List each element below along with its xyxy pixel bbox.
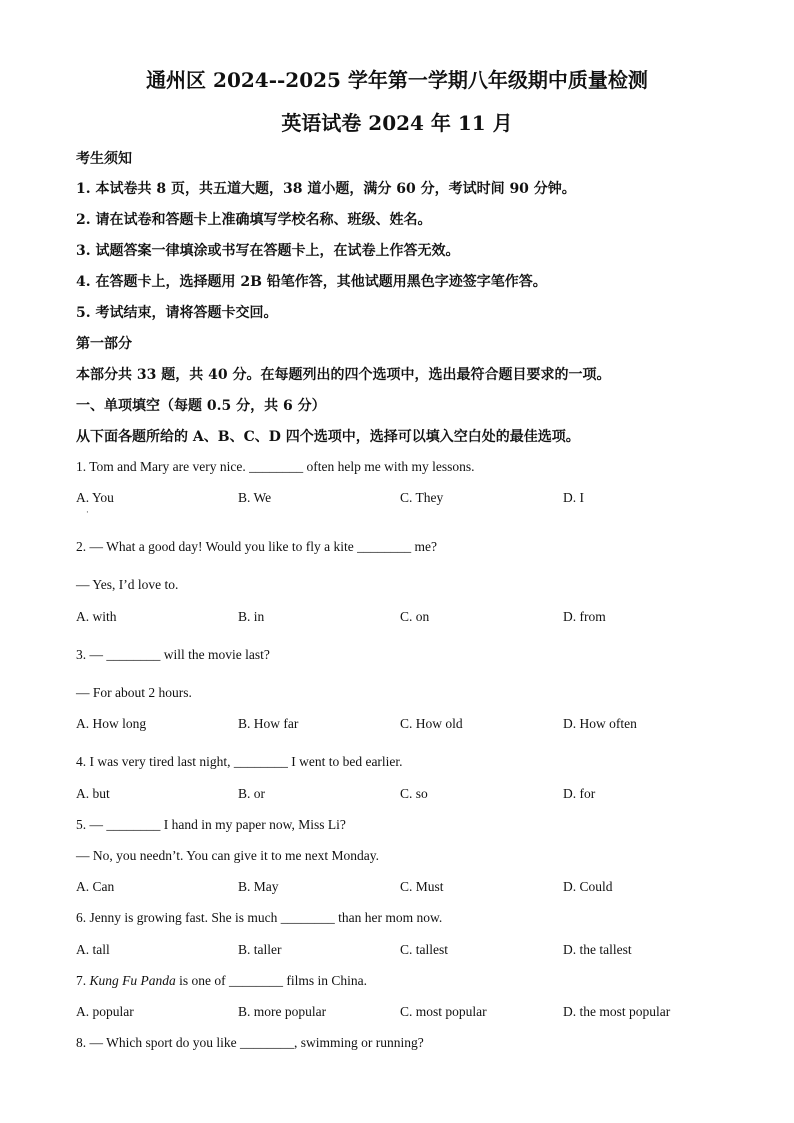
option-d: D. How often — [563, 716, 637, 731]
notice-item-1: 1. 本试卷共 8 页，共五道大题，38 道小题，满分 60 分，考试时间 90 分钟。 — [76, 181, 576, 197]
question-3-stem: 3. — ________ will the movie last? — [76, 647, 270, 662]
option-d: D. for — [563, 786, 596, 801]
option-b: B. more popular — [238, 1004, 327, 1019]
question-1-stem: 1. Tom and Mary are very nice. ________ often help me with my lessons. — [76, 459, 475, 474]
option-a: A. How long — [76, 716, 147, 731]
question-2-options — [76, 609, 736, 627]
option-a: A. You — [76, 490, 114, 505]
section-instruction: 从下面各题所给的 A、B、C、D 四个选项中，选择可以填入空白处的最佳选项。 — [76, 429, 580, 445]
question-5-options — [76, 879, 736, 897]
option-c: C. so — [400, 786, 428, 801]
question-7-number: 7. — [76, 973, 90, 988]
question-4-stem: 4. I was very tired last night, ________ I went to bed earlier. — [76, 754, 403, 769]
option-a: A. with — [76, 609, 117, 624]
section-title: 一、单项填空（每题 0.5 分，共 6 分） — [76, 398, 326, 414]
option-b: B. May — [238, 879, 279, 894]
option-b: B. or — [238, 786, 265, 801]
option-c: C. They — [400, 490, 444, 505]
notice-item-5: 5. 考试结束，请将答题卡交回。 — [76, 305, 278, 321]
notice-item-4: 4. 在答题卡上，选择题用 2B 铅笔作答，其他试题用黑色字迹签字笔作答。 — [76, 274, 547, 290]
question-6-stem: 6. Jenny is growing fast. She is much ________ than her mom now. — [76, 910, 443, 925]
option-d: D. the tallest — [563, 942, 632, 957]
option-c: C. tallest — [400, 942, 448, 957]
option-c: C. most popular — [400, 1004, 487, 1019]
exam-title-line2: 英语试卷 2024 年 11 月 — [281, 111, 513, 135]
option-b: B. taller — [238, 942, 282, 957]
option-a: A. tall — [76, 942, 110, 957]
question-6-options — [76, 942, 736, 960]
question-1-options — [76, 490, 736, 508]
question-2-stem: 2. — What a good day! Would you like to fly a kite ________ me? — [76, 539, 437, 554]
option-d: D. I — [563, 490, 584, 505]
option-d: D. the most popular — [563, 1004, 671, 1019]
option-a: A. but — [76, 786, 110, 801]
question-7-stem — [76, 973, 367, 989]
question-5-stem: 5. — ________ I hand in my paper now, Miss Li? — [76, 817, 346, 832]
notice-item-3: 3. 试题答案一律填涂或书写在答题卡上，在试卷上作答无效。 — [76, 243, 460, 259]
option-d: D. from — [563, 609, 606, 624]
question-4-options — [76, 786, 736, 804]
exam-title-line1: 通州区 2024--2025 学年第一学期八年级期中质量检测 — [146, 68, 648, 92]
film-title: Kung Fu Panda — [89, 973, 176, 988]
option-a: A. popular — [76, 1004, 134, 1019]
option-b: B. in — [238, 609, 265, 624]
option-b: B. How far — [238, 716, 299, 731]
stray-dot: · — [86, 508, 89, 518]
option-c: C. on — [400, 609, 430, 624]
option-b: B. We — [238, 490, 272, 505]
question-3-options — [76, 716, 736, 734]
option-c: C. How old — [400, 716, 463, 731]
notice-heading: 考生须知 — [76, 151, 132, 167]
part-description: 本部分共 33 题，共 40 分。在每题列出的四个选项中，选出最符合题目要求的一项。 — [76, 367, 611, 383]
question-7-rest: is one of ________ films in China. — [175, 973, 367, 988]
question-8-stem: 8. — Which sport do you like ________, swimming or running? — [76, 1035, 424, 1050]
part-heading: 第一部分 — [76, 336, 132, 352]
question-3-reply: — For about 2 hours. — [76, 685, 192, 700]
question-5-reply: — No, you needn’t. You can give it to me next Monday. — [76, 848, 379, 863]
question-2-reply: — Yes, I’d love to. — [76, 577, 179, 592]
question-7-options — [76, 1004, 736, 1022]
option-c: C. Must — [400, 879, 444, 894]
option-a: A. Can — [76, 879, 115, 894]
option-d: D. Could — [563, 879, 613, 894]
notice-item-2: 2. 请在试卷和答题卡上准确填写学校名称、班级、姓名。 — [76, 212, 432, 228]
